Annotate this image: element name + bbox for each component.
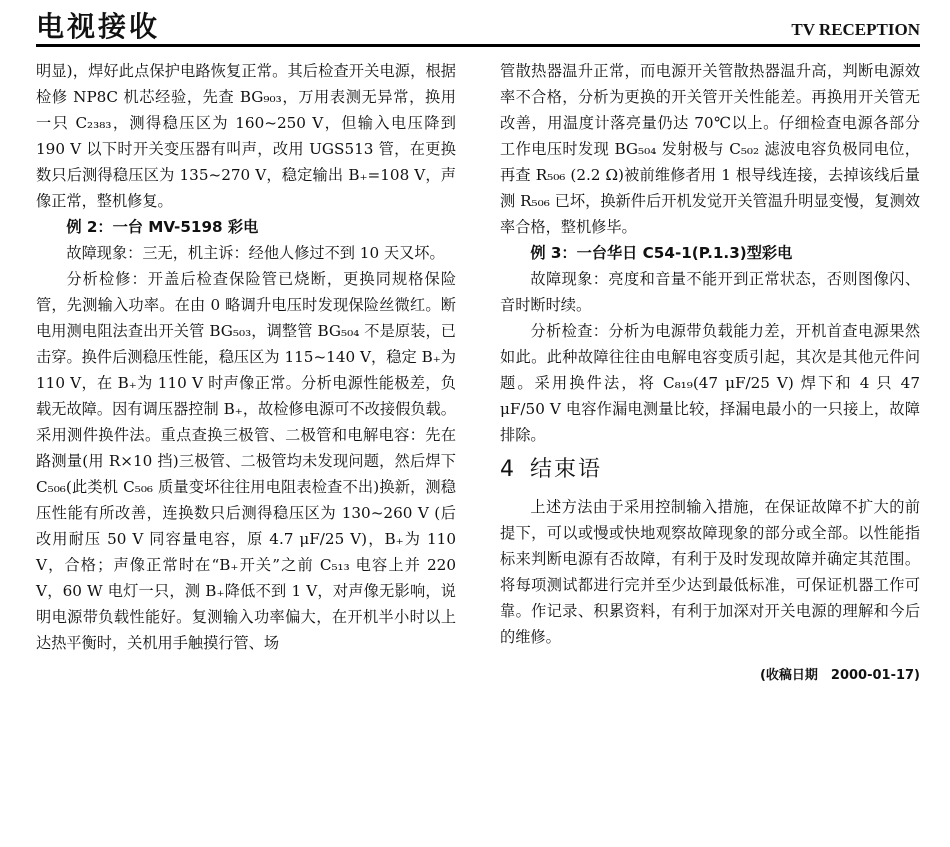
paragraph-continued-right: 管散热器温升正常，而电源开关管散热器温升高，判断电源效率不合格，分析为更换的开关管开关性能差。再换用开关管无改善，用温度计落亮量仍达 70℃以上。仔细检查电源各部分工作电压时发现 BG₅₀₄ 发射极与 C₅₀₂ 滤波电容负极同电位，再查 R₅₀₆ (2.2 Ω)被前维修者用 1 根导线连接，去掉该线后量测 R₅₀₆ 已坏，换新件后开机发觉开关管温升明显变慢，复测效率合格，整机修毕。 xyxy=(500,62,920,236)
left-column xyxy=(36,58,456,656)
example-3-heading: 例 3：一台华日 C54-1(P.1.3)型彩电 xyxy=(530,244,793,262)
section-title-zh: 电视接收 xyxy=(36,10,161,43)
paragraph-continued: 明显)，焊好此点保护电路恢复正常。其后检查开关电源，根据检修 NP8C 机芯经验，先查 BG₉₀₃，万用表测无异常，换用一只 C₂₃₈₃，测得稳压区为 160~250 V，但输入电压降到 190 V 以下时开关变压器有叫声，改用 UGS513 管，在更换数只后测得稳压区为 135~270 V，稳定输出 B₊=108 V，声像正常，整机修复。 xyxy=(36,62,456,210)
section-number: 4 xyxy=(500,457,516,482)
page-header xyxy=(36,10,920,47)
right-column xyxy=(500,58,920,688)
example-2-analysis: 分析检修：开盖后检查保险管已烧断，更换同规格保险管，先测输入功率。在由 0 略调升电压时发现保险丝微红。断电用测电阻法查出开关管 BG₅₀₃，调整管 BG₅₀₄ 不是原装，已击穿。换件后测稳压性能，稳压区为 115~140 V，稳定 B₊为 110 V，在 B₊为 110 V 时声像正常。分析电源性能极差，负载无故障。因有调压器控制 B₊，故检修电源可不改接假负载。采用测件换件法。重点查换三极管、二极管和电解电容：先在路测量(用 R×10 挡)三极管、二极管均未发现问题，然后焊下 C₅₀₆(此类机 C₅₀₆ 质量变坏往往用电阻表检查不出)换新，测稳压性能有所改善，连换数只后测得稳压区为 130~260 V (后改用耐压 50 V 同容量电容，原 4.7 μF/25 V)，B₊为 110 V，合格；声像正常时在“B₊开关”之前 C₅₁₃ 电容上并 220 V，60 W 电灯一只，测 B₊降低不到 1 V，对声像无影响，说明电源带负载性能好。复测输入功率偏大，在开机半小时以上达热平衡时，关机用手触摸行管、场 xyxy=(36,270,456,652)
conclusion-paragraph: 上述方法由于采用控制输入措施，在保证故障不扩大的前提下，可以或慢或快地观察故障现象的部分或全部。以性能指标来判断电源有否故障，有利于及时发现故障并确定其范围。将每项测试都进行完并至少达到最低标准，可保证机器工作可靠。作记录、积累资料，有利于加深对开关电源的理解和今后的维修。 xyxy=(500,498,920,646)
example-2-heading: 例 2：一台 MV-5198 彩电 xyxy=(66,218,259,236)
section-heading-text: 结束语 xyxy=(530,457,603,482)
section-title-en: TV RECEPTION xyxy=(791,20,920,39)
conclusion-heading xyxy=(500,454,920,486)
example-2-symptom: 故障现象：三无，机主诉：经他人修过不到 10 天又坏。 xyxy=(66,244,445,262)
received-date: (收稿日期 2000-01-17) xyxy=(759,668,920,683)
example-3-analysis: 分析检查：分析为电源带负载能力差，开机首查电源果然如此。此种故障往往由电解电容变质引起，其次是其他元件问题。采用换件法，将 C₈₁₉(47 μF/25 V) 焊下和 4 只 47 μF/50 V 电容作漏电测量比较，择漏电最小的一只接上，故障排除。 xyxy=(500,322,920,444)
example-3-symptom: 故障现象：亮度和音量不能开到正常状态，否则图像闪、音时断时续。 xyxy=(500,270,920,314)
